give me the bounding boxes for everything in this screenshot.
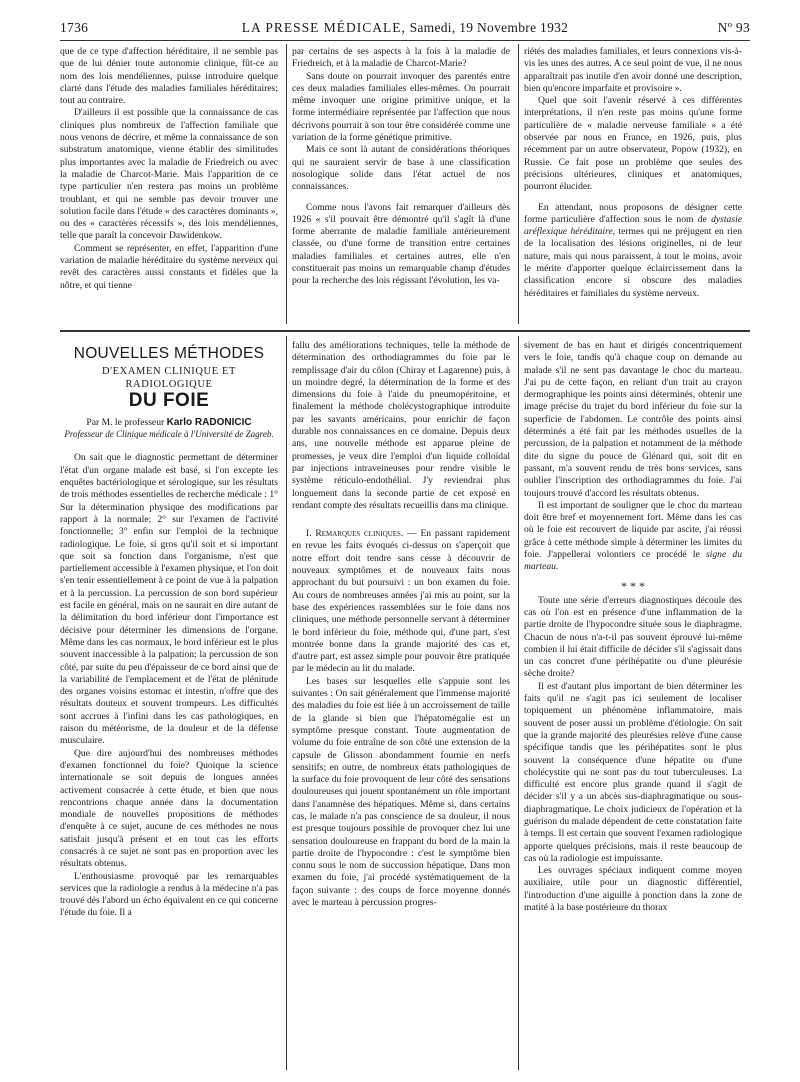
paragraph: que de ce type d'affection héréditaire, il ne semble pas que de lui dénier toute autonomie clinique, fût-ce au nom des lois mendéliennes, puisse introduire quelque clarté dans l'étude des maladies familiales héréditaires; tout au contraire.: [60, 46, 278, 107]
section-separator-stars: * * *: [621, 578, 645, 593]
article-title-line-3: DU FOIE: [128, 389, 210, 411]
issue-date: Samedi, 19 Novembre 1932: [409, 20, 569, 35]
section-rule: [60, 330, 750, 332]
article-title-line-2: D'EXAMEN CLINIQUE ET RADIOLOGIQUE: [101, 366, 237, 390]
issue-number: Nº 93: [717, 20, 750, 35]
paragraph: fallu des améliorations techniques, telle la méthode de détermination des orthodiagrammes du foie par le remplissage d'air du côlon (Chiray et Lagarenne) puis, à un moindre degré, la détermination de la forme et des dimensions du foie à l'aide du pneumopéritoine, et finalement la méthode cholécystographique introduite par les savants américains, pour enrichir de façon durable nos connaissances en ce domaine. Depuis deux ans, une nouvelle méthode est apparue pleine de promesses, je veux dire l'emploi d'un liquide colloïdal par injections intraveineuses pour rendre visible le système réticulo-endothélial. J'y reviendrai plus longuement dans la seconde partie de cet exposé en rendant compte des résultats recueillis dans ma clinique.: [292, 340, 510, 511]
top-column-3: [524, 46, 742, 326]
text-run: Il est important de souligner que le choc du marteau doit être bref et moyennement fort. Même dans les cas où le foie est recouvert de liquide par ascite, j'ai réussi grâce à cette méthode simple à déterminer les limites du foie. J'appellerai volontiers ce procédé le: [524, 499, 742, 561]
article-title-block: [60, 345, 278, 440]
paragraph: Il est d'autant plus important de bien déterminer les faits qu'il ne s'agit pas ici seulement de localiser topiquement un phénomène inflammatoire, mais souvent de poser aussi un problème d'étiologie. On sait que la grande majorité des pleurésies relève d'une cause spécifique tandis que les périhépatites sont le plus souvent la conséquence d'une hépatite ou d'une cholécystite qui ne sont pas du tout tuberculeuses. La difficulté est encore plus grande quand il s'agit de décider s'il y a un abcès sus-diaphragmatique ou sous-diaphragmatique. Le choix judicieux de l'opération et la guérison du malade dépendent de cette constatation faite à temps. Il est certain que souvent l'examen radiologique apporte quelques précisions, mais il reste beaucoup de cas où la radiologie est impuissante.: [524, 680, 742, 864]
paragraph: [524, 500, 742, 574]
paragraph: Comme nous l'avons fait remarquer d'ailleurs dès 1926 « s'il pouvait être démontré qu'il s'agît là d'une forme aberrante de maladie familiale antérieurement classée, ou d'une forme de transition entre certaines maladies familiales et certaines autres, elle n'en constituerait pas moins un remarquable champ d'études pour la recherche des lois régissant l'évolution, les va-: [292, 201, 510, 287]
article-column-1: [60, 336, 278, 1070]
text-run: En attendant, nous proposons de désigner cette forme particulière d'affection sous le nom de: [524, 201, 742, 225]
journal-name: LA PRESSE MÉDICALE,: [241, 20, 406, 35]
column-divider: [286, 44, 287, 324]
paragraph: par certains de ses aspects à la fois à la maladie de Friedreich, et à la maladie de Charcot-Marie?: [292, 46, 510, 70]
paragraph: Les bases sur lesquelles elle s'appuie sont les suivantes : On sait généralement que l'immense majorité des maladies du foie est liée à un accroissement de taille de la glande si bien que l'hépatomégalie est un symptôme presque constant. Toute augmentation de volume du foie entraîne de son côté une extension de la capsule de Glisson abondamment fournie en nerfs sensitifs; en outre, de nombreux états pathologiques de la surface du foie provoquent de leur côté des sensations douloureuses qui jouent spontanément un rôle important dans l'anamnèse des hépatiques. Même si, dans certains cas, le malade n'a pas conscience de sa douleur, il nous est presque toujours possible de provoquer chez lui une sensation douloureuse en frappant du bord de la main la partie droite de l'hypocondre : c'est le symptôme bien connu sous le nom de succussion hépatique. Dans mon examen du foie, j'ai procédé systématiquement de la façon suivante : des coups de force moyenne donnés avec le marteau à percussion progres-: [292, 675, 510, 909]
section-heading: I. Remarques cliniques.: [306, 528, 404, 540]
top-column-2: [292, 46, 510, 326]
text-run: — En passant rapidement en revue les faits évoqués ci-dessus on s'aperçoit que notre effort doit tendre sans cesse à découvrir de nouveaux symptômes et de nouveaux faits nous approchant du but poursuivi : un bon examen du foie. Au cours de nombreuses années j'ai mis au point, sur la base des expériences rassemblées sur le foie dans nos cliniques, une méthode personnelle servant à déterminer le bord inférieur du foie, méthode qui, d'une part, s'est montrée bonne dans la grande majorité des cas et, d'autre part, est assez simple pour pouvoir être pratiquée par le médecin au lit du malade.: [292, 528, 510, 675]
article-title-line-1: NOUVELLES MÉTHODES: [73, 345, 265, 362]
article-column-3: [524, 340, 742, 1070]
column-divider: [286, 336, 287, 1070]
paragraph: Toute une série d'erreurs diagnostiques découle des cas où l'on est en présence d'une inflammation de la partie droite de l'hypocondre située sous le diaphragme. Chacun de nous n'a-t-il pas souvent éprouvé lui-même combien il lui était difficile de décider s'il s'agissait dans un cas concret d'une périhépatite ou d'une pleurésie sèche droite?: [524, 594, 742, 680]
author-affiliation: Professeur de Clinique médicale à l'Université de Zagreb.: [64, 429, 274, 440]
paragraph: riétés des maladies familiales, et leurs connexions vis-à-vis les unes des autres. A ce seul point de vue, il ne nous apparaîtrait pas inutile d'en avoir donné une description, bien qu'encore imparfaite et provisoire ».: [524, 46, 742, 94]
paragraph: Mais ce sont là autant de considérations théoriques qui ne sauraient servir de base à une classification nosologique solide dans l'état actuel de nos connaissances.: [292, 144, 510, 193]
top-column-1: [60, 46, 278, 326]
page-number: 1736: [60, 20, 89, 35]
paragraph: D'ailleurs il est possible que la connaissance de cas cliniques plus nombreux de l'affection familiale que nous venons de décrire, et même la connaissance de son substratum anatomique, vienne établir des similitudes plus importantes avec la maladie de Friedreich ou avec la maladie de Charcot-Marie. Mais l'apparition de ce type particulier n'en restera pas moins un problème troublant, et qui ne semble pas devoir trouver une solution facile dans l'étude « des caractères dominants », ou des « caractères récessifs », des lois mendéliennes, telle que paraît la concevoir Dawidenkow.: [60, 107, 278, 242]
column-divider: [518, 336, 519, 1070]
paragraph: [524, 202, 742, 300]
paragraph: Quel que soit l'avenir réservé à ces différentes interprétations, il n'en reste pas moins qu'une forme particulière de « maladie nerveuse familiale » a été observée par nous en France, en 1926, puis, plus récemment par un autre observateur, Popow (1932), en Russie. Ce fait pose un problème que seules des précisions ultérieures, cliniques et anatomiques, pourront élucider.: [524, 95, 742, 193]
paragraph: Comment se représenter, en effet, l'apparition d'une variation de maladie héréditaire du système nerveux qui revêt des caractères aussi constants et fidèles que la nôtre, et qui tienne: [60, 242, 278, 291]
paragraph: Les ouvrages spéciaux indiquent comme moyen auxiliaire, utile pour un diagnostic différentiel, l'introduction d'une aiguille à ponction dans la zone de matité à la base postérieure du thorax: [524, 865, 742, 914]
author-prefix: Par M. le professeur: [86, 417, 167, 429]
page-header: [60, 20, 750, 38]
italic-term: dystasie aréflexique héréditaire: [524, 213, 742, 238]
paragraph: sivement de bas en haut et dirigés concentriquement vers le foie, tandis qu'à chaque coup on demande au malade s'il ne sent pas davantage le choc du marteau. J'ai pu de cette façon, en reliant d'un trait au crayon dermographique les points ainsi déterminés, obtenir une image précise du trajet du bord inférieur du foie sur la superficie de l'abdomen. Le contrôle des points ainsi déterminés a été fait par les méthodes usuelles de la percussion, de la palpation et notamment de la méthode dite du signe du pouce de Glénard qui, soit dit en passant, m'a souvent rendu de très bons services, sans oublier l'inscription des orthodiagrammes du foie. J'ai toujours trouvé d'accord les résultats obtenus.: [524, 340, 742, 499]
header-rule: [60, 40, 750, 41]
paragraph: [292, 528, 510, 676]
text-run: , termes qui ne préjugent en rien de la localisation des lésions originelles, ni de leur nature, mais qui nous paraissent, à tout le moins, avoir le mérite d'apporter quelque éclaircissement dans la classification encore si obscure des maladies héréditaires et familiales du système nerveux.: [524, 226, 742, 299]
paragraph: On sait que le diagnostic permettant de déterminer l'état d'un organe malade est basé, si l'on excepte les enquêtes bactériologique et sérologique, sur les résultats de trois méthodes essentielles de recherche médicale : 1° Sur la détermination physique des modifications par rapport à la normale; 2° sur l'examen de l'activité fonctionnelle; 3° enfin sur l'emploi de la technique radiologique. Le foie, si gros qu'il soit et si important que soit sa fonction dans l'organisme, n'est que partiellement accessible à l'examen physique, et l'on doit s'en tenir essentiellement à ce point de vue à la palpation et à la percussion. La percussion de son bord supérieur est facile en général, mais on ne saurait en dire autant de la délimitation du bord inférieur dont l'importance est décisive pour déterminer les dimensions de l'organe. Même dans les cas normaux, le bord inférieur est le plus souvent inaccessible à la palpation; la percussion de son côté, par suite du peu d'épaisseur de ce bord ainsi que de la variabilité de l'emplacement et de l'état de plénitude des organes voisins estomac et intestin, n'offre que des résultats douteux et souvent trompeurs. Les difficultés sont accrues à l'infini dans les cas pathologiques, en raison du météorisme, de la douleur et de la défense musculaire.: [60, 452, 278, 747]
column-divider: [518, 44, 519, 324]
paragraph: Que dire aujourd'hui des nombreuses méthodes d'examen fonctionnel du foie? Quoique la science internationale se soit depuis de longues années activement consacrée à cette étude, et bien que nous rencontrions chaque année dans la documentation mondiale de nouvelles propositions de méthodes d'enquête à ce sujet, aucune de ces méthodes ne nous satisfait jusqu'à présent et en tout cas les efforts consacrés à ce sujet ne sont pas en proportion avec les résultats obtenus.: [60, 747, 278, 870]
author-name: Karlo RADONICIC: [166, 417, 252, 429]
header-center: [60, 20, 750, 36]
italic-term: signe du marteau.: [524, 549, 742, 573]
author-line: [60, 417, 278, 429]
paragraph: Sans doute on pourrait invoquer des parentés entre ces deux maladies familiales elles-mêmes. On pourrait même invoquer une origine primitive unique, et la forme intermédiaire représentée par l'affection que nous décrivons pourrait à son tour être considérée comme une variation de la forme génétique primitive.: [292, 70, 510, 144]
paragraph: L'enthousiasme provoqué par les remarquables services que la radiologie a rendus à la médecine n'a pas trouvé dès l'abord un écho équivalent en ce qui concerne l'étude du foie. Il a: [60, 870, 278, 919]
article-column-2: [292, 340, 510, 1070]
